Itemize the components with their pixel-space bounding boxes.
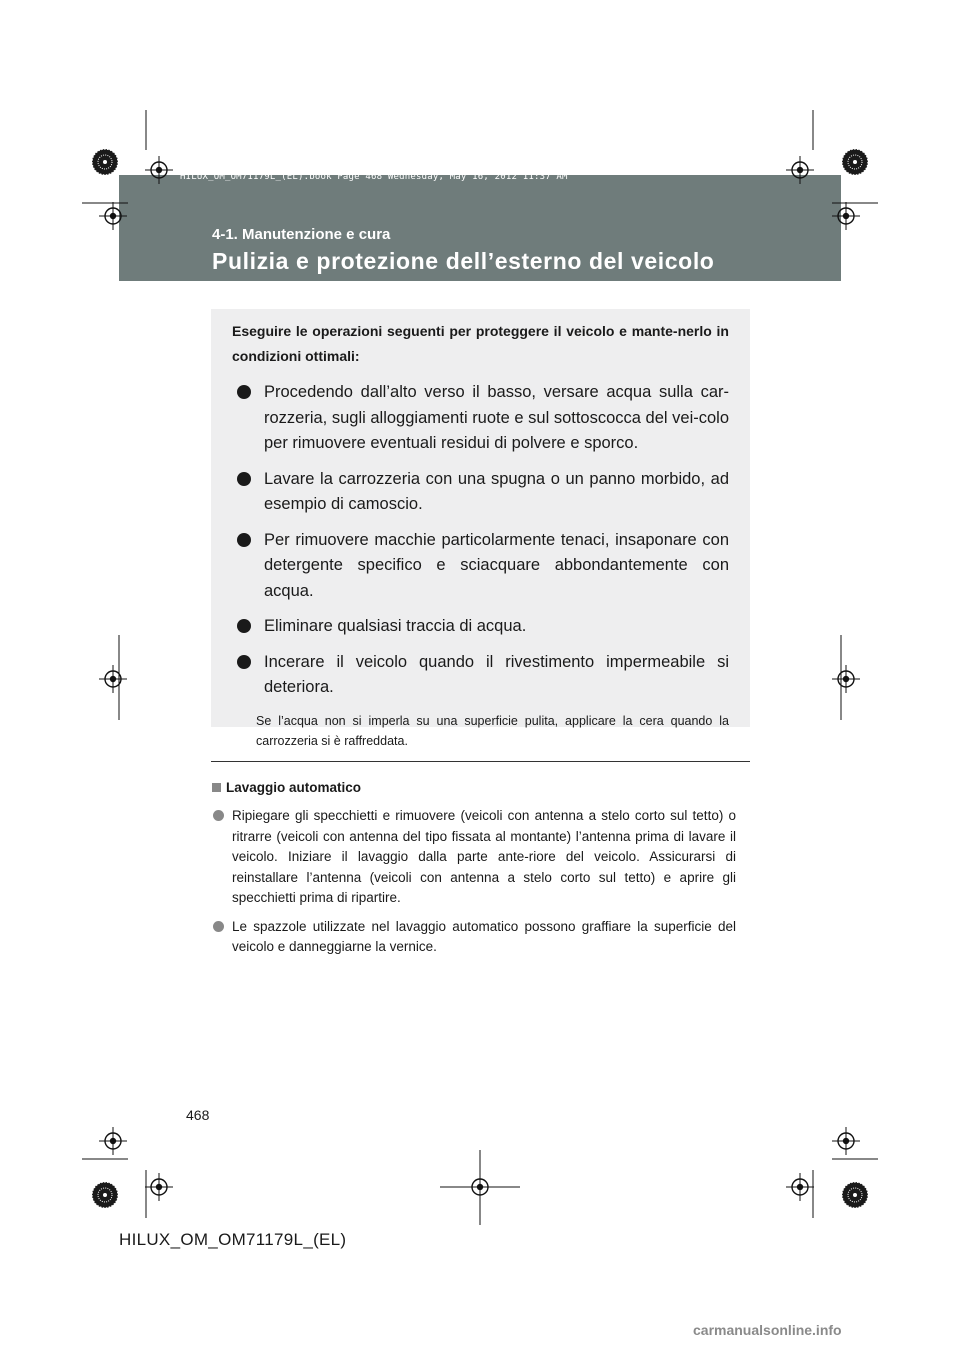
page-number: 468 <box>186 1107 210 1123</box>
bullet-text: Procedendo dall’alto verso il basso, versare acqua sulla car-rozzeria, sugli alloggiamenti ruote e sul sottoscocca del vei-colo per rimuovere eventuali residui di polvere e sporco. <box>264 383 729 452</box>
crosshair-icon <box>145 156 173 184</box>
file-stamp: HILUX_OM_OM71179L_(EL).book Page 468 Wednesday, May 16, 2012 11:37 AM <box>180 172 568 182</box>
bullet-text: Lavare la carrozzeria con una spugna o un panno morbido, ad esempio di camoscio. <box>264 469 729 513</box>
crosshair-icon <box>832 202 860 230</box>
footer-code: HILUX_OM_OM71179L_(EL) <box>119 1230 347 1249</box>
page-title: Pulizia e protezione dell’esterno del veicolo <box>212 248 715 274</box>
bullet-text: Incerare il veicolo quando il rivestimento impermeabile si deteriora. <box>264 652 729 696</box>
watermark: carmanualsonline.info <box>693 1322 842 1338</box>
crosshair-icon <box>786 156 814 184</box>
note-text: Se l’acqua non si imperla su una superficie pulita, applicare la cera quando la carrozzeria si è raffreddata. <box>256 713 729 748</box>
bullet-text: Per rimuovere macchie particolarmente tenaci, insaponare con detergente specifico e sciacquare abbondantemente con acqua. <box>264 530 729 600</box>
intro-text: Eseguire le operazioni seguenti per proteggere il veicolo e mante-nerlo in condizioni ottimali: <box>232 323 729 364</box>
bullet-text: Eliminare qualsiasi traccia di acqua. <box>264 617 527 635</box>
crosshair-icon <box>99 665 127 693</box>
list-item-text: Ripiegare gli specchietti e rimuovere (veicoli con antenna a stelo corto sul tetto) o ritrarre (veicoli con antenna del tipo fissata al montante) l’antenna prima di lavare il veicolo. Iniziare il lavaggio dalla parte ante-riore del veicolo. Assicurarsi di reinstallare l’antenna (veicoli con antenna a stelo corto sul tetto) e aprire gli specchietti prima di ripartire. <box>232 808 736 905</box>
dial-icon <box>92 1182 118 1208</box>
dial-icon <box>842 1182 868 1208</box>
crosshair-icon <box>832 665 860 693</box>
subsection-heading-text: Lavaggio automatico <box>226 780 362 795</box>
crosshair-icon <box>145 1173 173 1201</box>
crosshair-icon <box>832 1127 860 1155</box>
list-item-text: Le spazzole utilizzate nel lavaggio automatico possono graffiare la superficie del veicolo e danneggiarne la vernice. <box>232 918 736 954</box>
crosshair-icon <box>99 202 127 230</box>
dial-icon <box>842 149 868 175</box>
section-label: 4-1. Manutenzione e cura <box>212 226 391 243</box>
dial-icon <box>92 149 118 175</box>
crosshair-icon <box>786 1173 814 1201</box>
crosshair-icon <box>99 1127 127 1155</box>
